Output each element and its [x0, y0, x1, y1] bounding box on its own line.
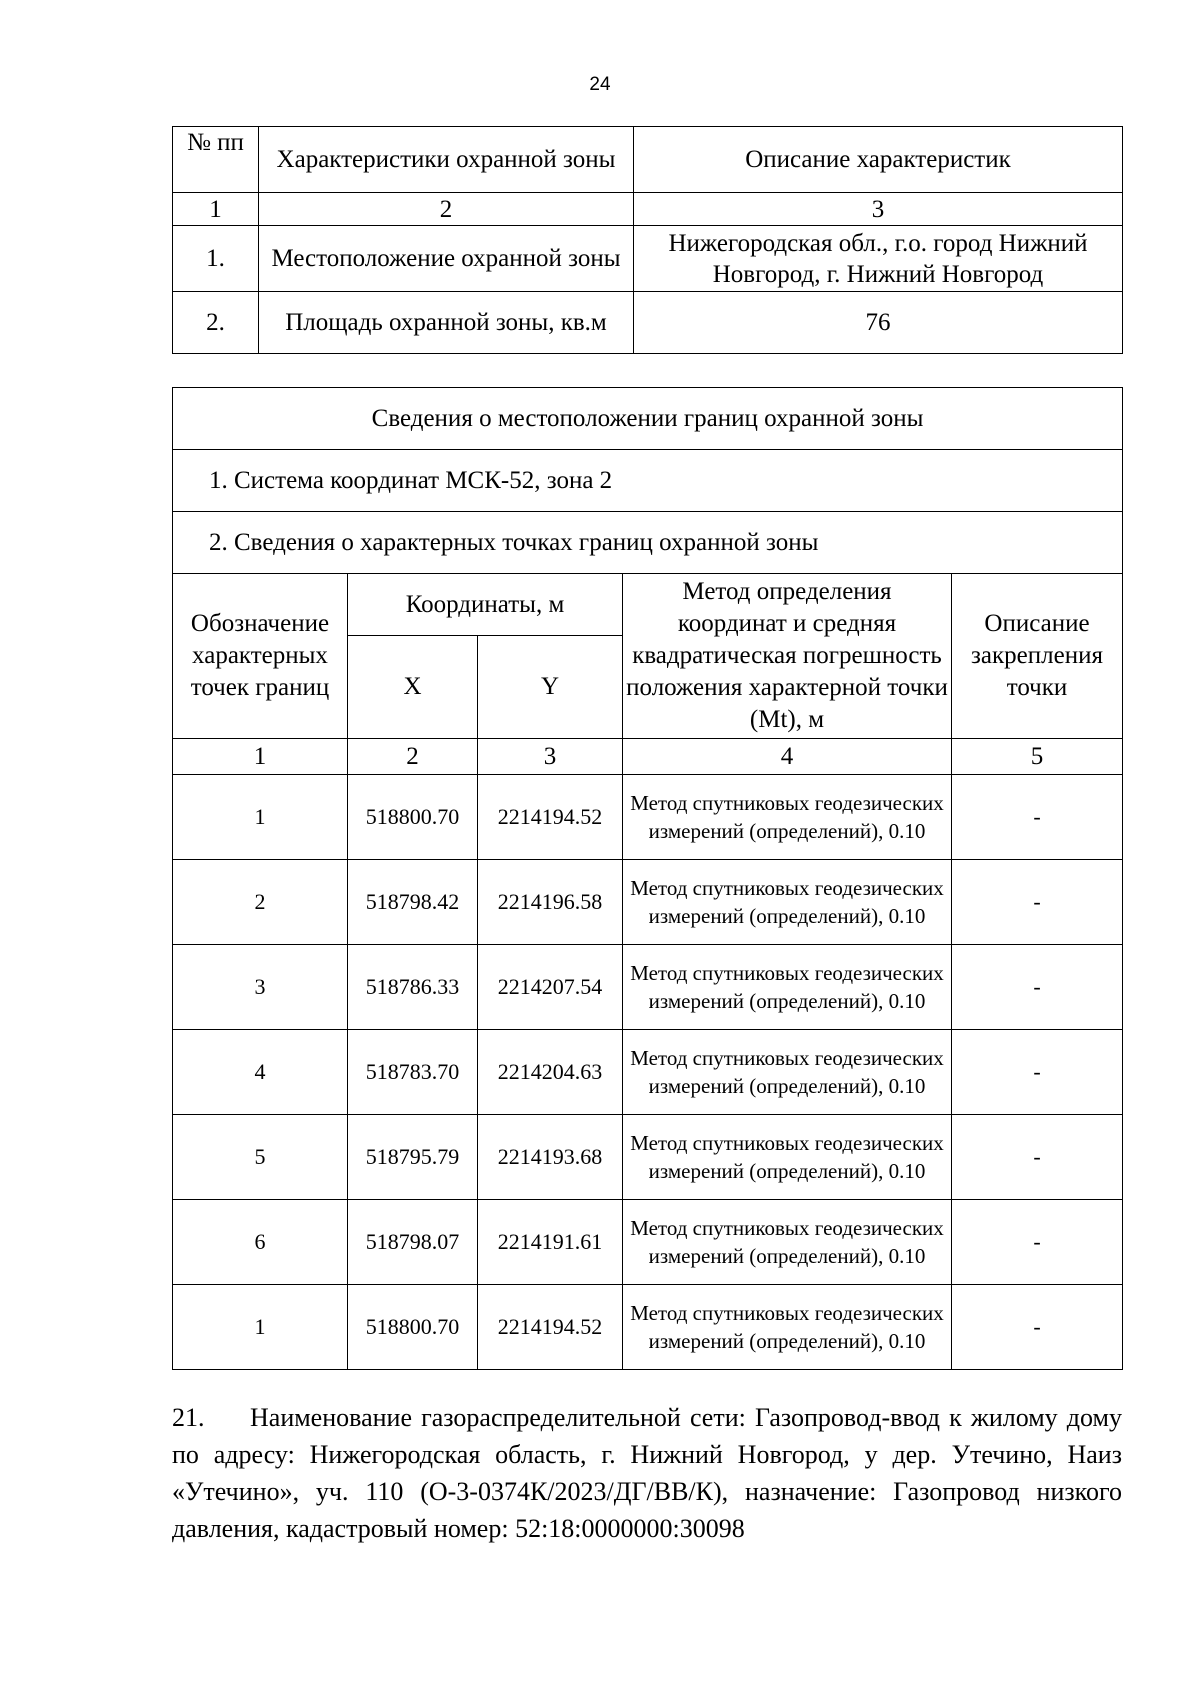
x-cell: 518798.42 [348, 860, 478, 945]
index-cell: 3 [634, 193, 1123, 226]
fixing-cell: - [952, 1030, 1123, 1115]
boundary-points-table [172, 387, 1123, 1370]
method-cell: Метод спутниковых геодезических измерений (определений), 0.10 [623, 775, 952, 860]
index-cell: 3 [478, 739, 623, 775]
characteristic-cell: Местоположение охранной зоны [259, 226, 634, 292]
points-section-title: 2. Сведения о характерных точках границ охранной зоны [173, 512, 1123, 574]
method-cell: Метод спутниковых геодезических измерений (определений), 0.10 [623, 1030, 952, 1115]
x-cell: 518786.33 [348, 945, 478, 1030]
point-cell: 1 [173, 775, 348, 860]
index-cell: 4 [623, 739, 952, 775]
table-row [173, 1115, 1123, 1200]
fixing-cell: - [952, 775, 1123, 860]
table-row [173, 1200, 1123, 1285]
table-row [173, 292, 1123, 354]
point-cell: 6 [173, 1200, 348, 1285]
table-row [173, 775, 1123, 860]
point-cell: 2 [173, 860, 348, 945]
section-row [173, 512, 1123, 574]
column-header-y: Y [478, 636, 623, 739]
zone-characteristics-table [172, 126, 1123, 354]
column-header-method: Метод определения координат и средняя квадратическая погрешность положения характерной точки (Mt), м [623, 574, 952, 739]
coordinate-system: 1. Система координат МСК-52, зона 2 [173, 450, 1123, 512]
column-header-x: X [348, 636, 478, 739]
y-cell: 2214207.54 [478, 945, 623, 1030]
y-cell: 2214196.58 [478, 860, 623, 945]
method-cell: Метод спутниковых геодезических измерений (определений), 0.10 [623, 1200, 952, 1285]
gas-network-paragraph [172, 1399, 1122, 1547]
y-cell: 2214194.52 [478, 1285, 623, 1370]
point-cell: 4 [173, 1030, 348, 1115]
fixing-cell: - [952, 860, 1123, 945]
boundary-section-title: Сведения о местоположении границ охранной зоны [173, 388, 1123, 450]
column-header-num: № пп [173, 127, 259, 193]
fixing-cell: - [952, 1115, 1123, 1200]
table-row [173, 945, 1123, 1030]
index-cell: 2 [348, 739, 478, 775]
fixing-cell: - [952, 1200, 1123, 1285]
method-cell: Метод спутниковых геодезических измерений (определений), 0.10 [623, 1115, 952, 1200]
fixing-cell: - [952, 945, 1123, 1030]
page-number: 24 [589, 74, 611, 95]
point-cell: 3 [173, 945, 348, 1030]
y-cell: 2214194.52 [478, 775, 623, 860]
y-cell: 2214193.68 [478, 1115, 623, 1200]
point-cell: 5 [173, 1115, 348, 1200]
column-header-fixing: Описание закрепления точки [952, 574, 1123, 739]
method-cell: Метод спутниковых геодезических измерений (определений), 0.10 [623, 945, 952, 1030]
x-cell: 518798.07 [348, 1200, 478, 1285]
index-cell: 1 [173, 739, 348, 775]
table-row [173, 860, 1123, 945]
column-header-characteristic: Характеристики охранной зоны [259, 127, 634, 193]
description-cell: Нижегородская обл., г.о. город Нижний Новгород, г. Нижний Новгород [634, 226, 1123, 292]
paragraph-number: 21. [172, 1403, 205, 1432]
method-cell: Метод спутниковых геодезических измерений (определений), 0.10 [623, 860, 952, 945]
table-row [173, 1285, 1123, 1370]
index-cell: 1 [173, 193, 259, 226]
y-cell: 2214204.63 [478, 1030, 623, 1115]
x-cell: 518783.70 [348, 1030, 478, 1115]
section-row [173, 450, 1123, 512]
index-cell: 2 [259, 193, 634, 226]
x-cell: 518800.70 [348, 775, 478, 860]
table-row [173, 226, 1123, 292]
column-header-point: Обозначение характерных точек границ [173, 574, 348, 739]
description-cell: 76 [634, 292, 1123, 354]
index-cell: 5 [952, 739, 1123, 775]
table-index-row [173, 739, 1123, 775]
column-header-description: Описание характеристик [634, 127, 1123, 193]
y-cell: 2214191.61 [478, 1200, 623, 1285]
row-number: 2. [173, 292, 259, 354]
characteristic-cell: Площадь охранной зоны, кв.м [259, 292, 634, 354]
table-header-row [173, 574, 1123, 636]
table-index-row [173, 193, 1123, 226]
fixing-cell: - [952, 1285, 1123, 1370]
x-cell: 518800.70 [348, 1285, 478, 1370]
column-header-coordinates: Координаты, м [348, 574, 623, 636]
row-number: 1. [173, 226, 259, 292]
table-header-row [173, 127, 1123, 193]
point-cell: 1 [173, 1285, 348, 1370]
method-cell: Метод спутниковых геодезических измерений (определений), 0.10 [623, 1285, 952, 1370]
x-cell: 518795.79 [348, 1115, 478, 1200]
paragraph-text: Наименование газораспределительной сети: Газопровод-ввод к жилому дому по адресу: Нижегородская область, г. Нижний Новгород, у дер. Утечино, Наиз «Утечино», уч. 110 (О-3-0374К/2023/ДГ/ВВ/К), назначение: Газопровод низкого давления, кадастровый номер: 52:18:0000000:30098 [172, 1403, 1122, 1543]
section-title-row [173, 388, 1123, 450]
table-row [173, 1030, 1123, 1115]
